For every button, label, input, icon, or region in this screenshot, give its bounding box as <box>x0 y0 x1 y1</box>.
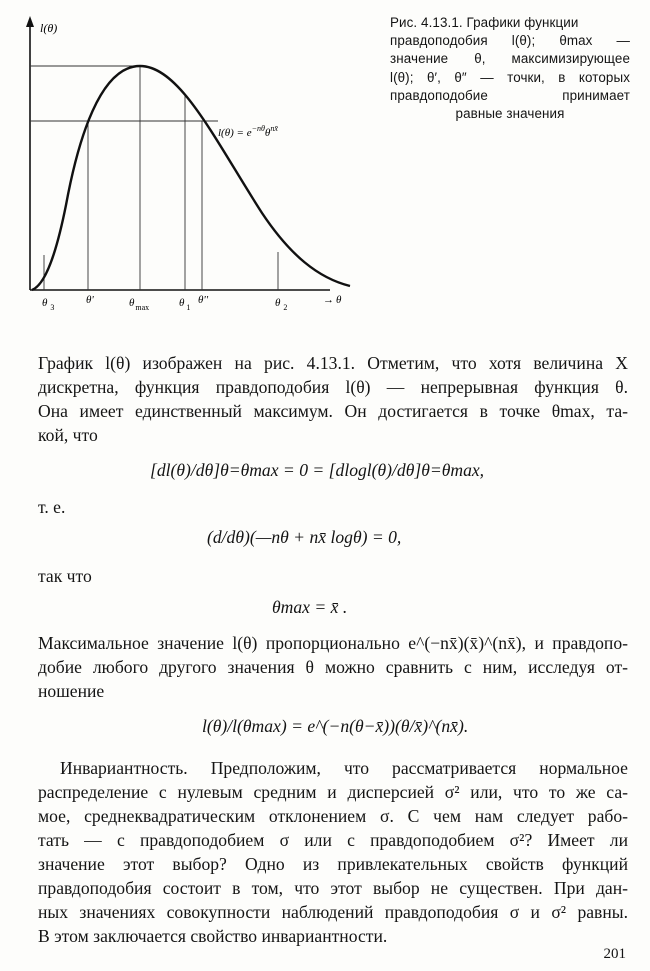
tick-theta3: θ $_3$ <box>42 297 55 312</box>
text-tak-chto: так что <box>38 566 92 586</box>
caption-line: значение θ, максимизирующее <box>390 51 630 67</box>
equation-log-derivative: (d/dθ)(—nθ + nx̄ logθ) = 0, <box>207 527 402 547</box>
caption-line: равные значения <box>455 106 565 122</box>
text-te: т. е. <box>38 497 66 517</box>
y-axis-label: l(θ) <box>40 21 58 35</box>
paragraph-line: распределение с нулевым средним и дисперсией σ² или, что то же са- <box>38 782 628 802</box>
paragraph-line: Она имеет единственный максимум. Он достигается в точке θmax, та- <box>38 401 628 421</box>
paragraph-line: Максимальное значение l(θ) пропорционально e^(−nx̄)(x̄)^(nx̄), и правдопо- <box>38 633 628 653</box>
curve-label <box>218 124 278 139</box>
y-axis-arrow-icon <box>26 16 34 27</box>
caption-line: Рис. 4.13.1. Графики функции <box>390 15 579 30</box>
paragraph-line: кой, что <box>38 425 98 445</box>
paragraph-line: Инвариантность. Предположим, что рассматривается нормальное <box>60 758 628 778</box>
curve-label-exponent: −nθ <box>251 124 265 133</box>
tick-theta-prime: θ' <box>86 294 94 306</box>
paragraph-line: ношение <box>38 681 105 701</box>
page-number: 201 <box>603 946 626 962</box>
paragraph-line: В этом заключается свойство инвариантности. <box>38 926 388 946</box>
tick-theta1: θ $_1$ <box>179 297 191 312</box>
likelihood-figure <box>0 0 370 330</box>
likelihood-curve <box>32 66 350 290</box>
paragraph-line: ных значениях совокупности наблюдений правдоподобия σ и σ² равны. <box>38 902 628 922</box>
equation-derivative-zero: [dl(θ)/dθ]θ=θmax = 0 = [dlogl(θ)/dθ]θ=θmax, <box>150 460 485 480</box>
equation-theta-max: θmax = x̄ . <box>272 597 348 617</box>
figure-axes <box>26 16 330 290</box>
x-axis-label: θ <box>336 294 342 306</box>
curve-label-tail: θ <box>264 127 271 139</box>
tick-theta2: θ $_2$ <box>275 297 288 312</box>
curve-label-base: l(θ) = e <box>218 127 252 139</box>
curve-label-tail-exponent: nx̄ <box>270 124 278 133</box>
caption-line: правдоподобия l(θ); θmax — <box>390 33 630 49</box>
paragraph-line: мое, среднеквадратическим отклонением σ. С чем нам следует рабо- <box>38 806 628 826</box>
tick-theta-double-prime: θ'' <box>198 294 209 306</box>
tick-labels <box>42 294 342 312</box>
paragraph-line: График l(θ) изображен на рис. 4.13.1. Отметим, что хотя величина X <box>38 353 628 373</box>
tick-theta-max: $\theta_{max}$ <box>129 297 150 312</box>
x-axis-arrow-icon: → <box>323 294 334 306</box>
caption-line: правдоподобие принимает <box>390 87 630 103</box>
paragraph-line: добие любого другого значения θ можно сравнить с ним, исследуя от- <box>38 657 628 677</box>
equation-likelihood-ratio: l(θ)/l(θmax) = e^(−n(θ−x̄))(θ/x̄)^(nx̄). <box>202 716 469 736</box>
paragraph-line: значение этот выбор? Одно из привлекательных свойств функций <box>38 854 628 874</box>
caption-line: l(θ); θ′, θ″ — точки, в которых <box>390 69 630 85</box>
paragraph-line: тать — с правдоподобием σ или с правдоподобием σ²? Имеет ли <box>38 830 628 850</box>
paragraph-line: правдоподобия состоит в том, что этот выбор не существен. При дан- <box>38 878 628 898</box>
figure-caption <box>390 14 630 123</box>
paragraph-line: дискретна, функция правдоподобия l(θ) — непрерывная функция θ. <box>38 377 628 397</box>
